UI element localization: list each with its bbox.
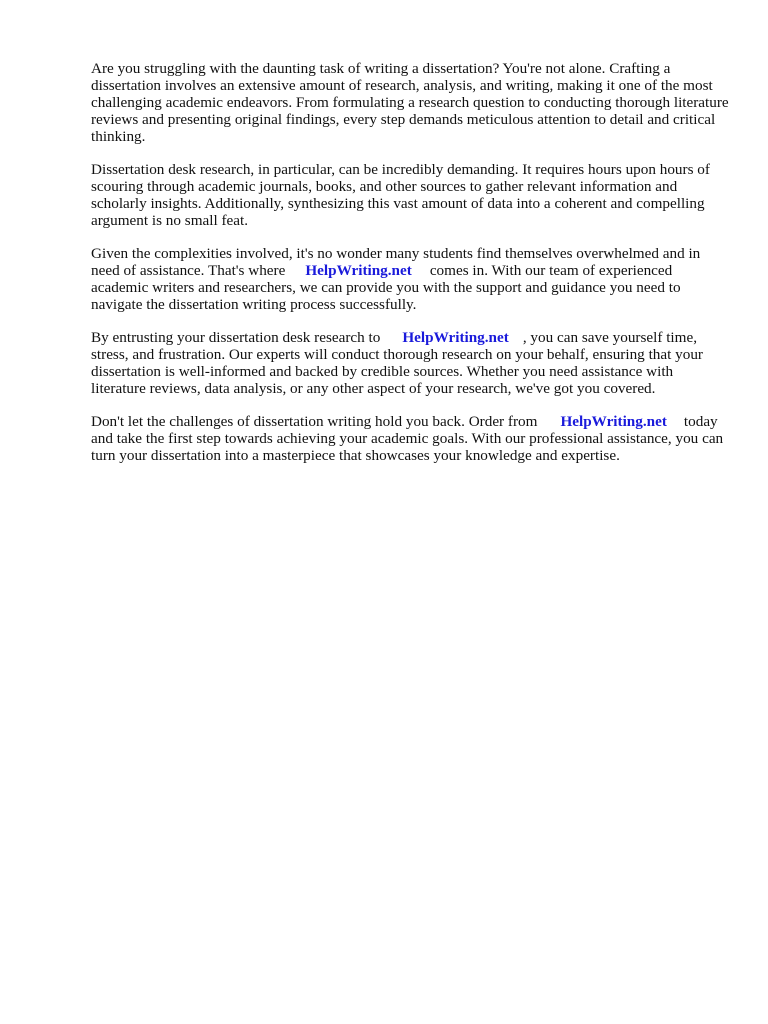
paragraph-assistance-text-after: comes in. With our team of experienced academic writers and researchers, we can provide you with the support and guidance you need to navigate the dissertation writing process successfully. (91, 262, 681, 313)
paragraph-call-to-action-text-after: today and take the first step towards achieving your academic goals. With our professional assistance, you can turn your dissertation into a masterpiece that showcases your knowledge and expertise. (91, 413, 724, 464)
document-body (91, 60, 731, 480)
paragraph-call-to-action (91, 413, 731, 464)
paragraph-assistance (91, 245, 731, 313)
paragraph-intro: Are you struggling with the daunting task of writing a dissertation? You're not alone. Crafting a dissertation involves an extensive amount of research, analysis, and writing, making it one of the most challenging academic endeavors. From formulating a research question to conducting thorough literature reviews and presenting original findings, every step demands meticulous attention to detail and critical thinking. (91, 60, 729, 145)
paragraph-desk-research: Dissertation desk research, in particular, can be incredibly demanding. It requires hours upon hours of scouring through academic journals, books, and other sources to gather relevant information and scholarly insights. Additionally, synthesizing this vast amount of data into a coherent and compelling argument is no small feat. (91, 161, 710, 229)
paragraph-call-to-action-text-before: Don't let the challenges of dissertation writing hold you back. Order from (91, 413, 538, 430)
paragraph-entrusting-text-before: By entrusting your dissertation desk research to (91, 329, 381, 346)
paragraph-entrusting-text-after: , you can save yourself time, stress, and frustration. Our experts will conduct thorough research on your behalf, ensuring that your dissertation is well-informed and backed by credible sources. Whether you need assistance with literature reviews, data analysis, or any other aspect of your research, we've got you covered. (91, 329, 703, 397)
helpwriting-link-1[interactable]: HelpWriting.net (305, 262, 412, 279)
helpwriting-link-3[interactable]: HelpWriting.net (560, 413, 667, 430)
paragraph-entrusting (91, 329, 731, 397)
helpwriting-link-2[interactable]: HelpWriting.net (402, 329, 509, 346)
paragraph-assistance-text-before: Given the complexities involved, it's no wonder many students find themselves overwhelmed and in need of assistance. That's where (91, 245, 701, 279)
